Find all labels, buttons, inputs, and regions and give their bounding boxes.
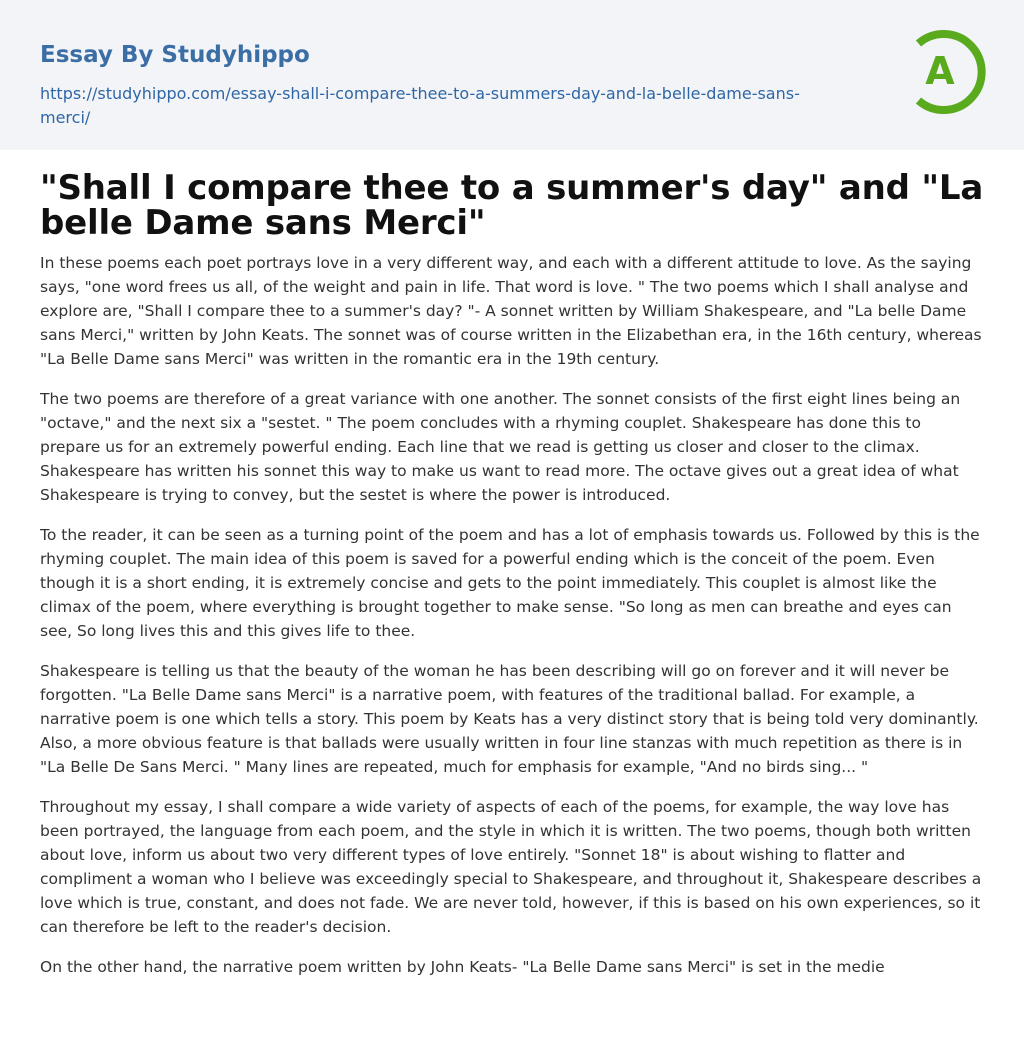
article-title: "Shall I compare thee to a summer's day" and "La belle Dame sans Merci" [40, 168, 984, 243]
studyhippo-logo-icon[interactable] [904, 28, 988, 116]
site-name[interactable]: Essay By Studyhippo [40, 42, 310, 68]
paragraph-6: On the other hand, the narrative poem written by John Keats- "La Belle Dame sans Merci" is set in the medie [40, 958, 885, 976]
site-header [0, 0, 1024, 150]
paragraph-3: To the reader, it can be seen as a turning point of the poem and has a lot of emphasis towards us. Followed by this is the rhyming couplet. The main idea of this poem is saved for a powerful ending which is the conceit of the poem. Even though it is a short ending, it is extremely concise and gets to the point immediately. This couplet is almost like the climax of the poem, where everything is brought together to make sense. "So long as men can breathe and eyes can see, So long lives this and this gives life to thee. [40, 526, 980, 640]
source-url-link[interactable]: https://studyhippo.com/essay-shall-i-compare-thee-to-a-summers-day-and-la-belle-dame-sans-merci/ [40, 84, 800, 127]
logo-letter: A [925, 49, 955, 93]
article [0, 168, 1024, 979]
paragraph-2: The two poems are therefore of a great variance with one another. The sonnet consists of the first eight lines being an "octave," and the next six a "sestet. " The poem concludes with a rhyming couplet. Shakespeare has done this to prepare us for an extremely powerful ending. Each line that we read is getting us closer and closer to the climax. Shakespeare has written his sonnet this way to make us want to read more. The octave gives out a great idea of what Shakespeare is trying to convey, but the sestet is where the power is introduced. [40, 390, 961, 504]
paragraph-1: In these poems each poet portrays love in a very different way, and each with a different attitude to love. As the saying says, "one word frees us all, of the weight and pain in life. That word is love. " The two poems which I shall analyse and explore are, "Shall I compare thee to a summer's day? "- A sonnet written by William Shakespeare, and "La belle Dame sans Merci," written by John Keats. The sonnet was of course written in the Elizabethan era, in the 16th century, whereas "La Belle Dame sans Merci" was written in the romantic era in the 19th century. [40, 254, 982, 368]
paragraph-5: Throughout my essay, I shall compare a wide variety of aspects of each of the poems, for example, the way love has been portrayed, the language from each poem, and the style in which it is written. The two poems, though both written about love, inform us about two very different types of love entirely. "Sonnet 18" is about wishing to flatter and compliment a woman who I believe was exceedingly special to Shakespeare, and throughout it, Shakespeare describes a love which is true, constant, and does not fade. We are never told, however, if this is based on his own experiences, so it can therefore be left to the reader's decision. [40, 798, 982, 936]
paragraph-4: Shakespeare is telling us that the beauty of the woman he has been describing will go on forever and it will never be forgotten. "La Belle Dame sans Merci" is a narrative poem, with features of the traditional ballad. For example, a narrative poem is one which tells a story. This poem by Keats has a very distinct story that is being told very dominantly. Also, a more obvious feature is that ballads were usually written in four line stanzas with much repetition as there is in "La Belle De Sans Merci. " Many lines are repeated, much for emphasis for example, "And no birds sing... " [40, 662, 979, 776]
